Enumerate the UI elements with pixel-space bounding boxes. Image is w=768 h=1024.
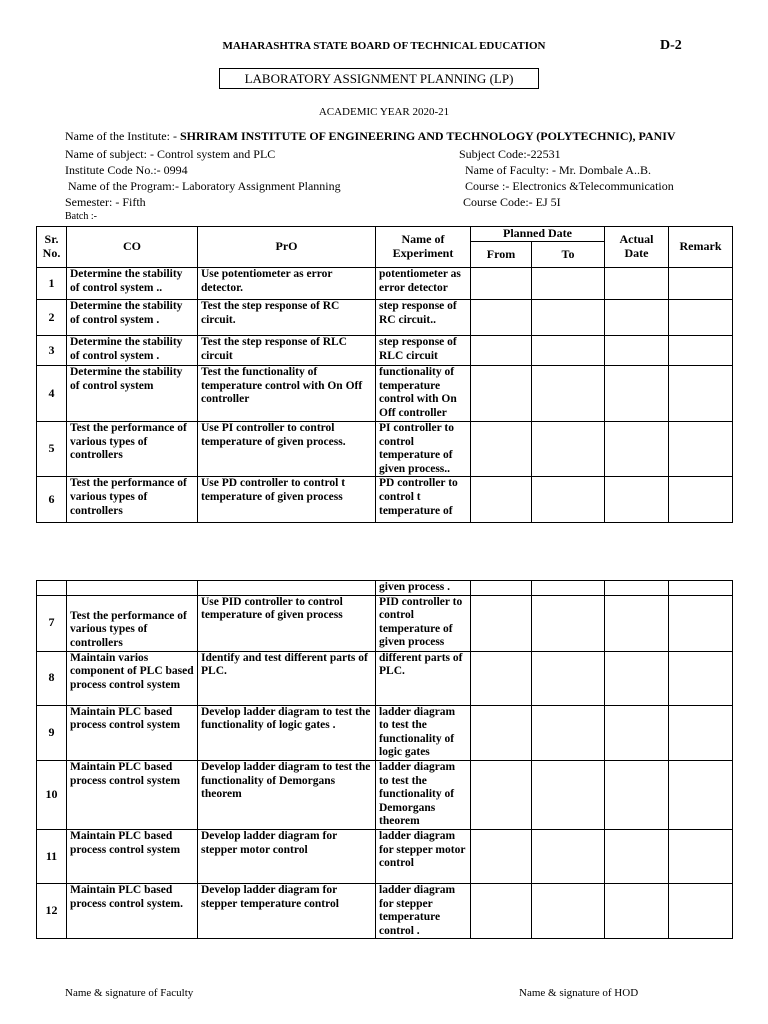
row-to [532, 336, 605, 366]
course-name: Course :- Electronics &Telecommunication [465, 179, 674, 193]
row-sr: 10 [37, 760, 67, 829]
row-experiment: functionality of temperature control with On Off controller [376, 366, 471, 422]
row-actual [605, 477, 669, 523]
row-remark [669, 422, 733, 477]
program-name: Name of the Program:- Laboratory Assignment Planning [68, 179, 341, 193]
row-from [471, 595, 532, 651]
institute-name: SHRIRAM INSTITUTE OF ENGINEERING AND TECHNOLOGY (POLYTECHNIC), PANIV [179, 129, 676, 143]
row-experiment: step response of RC circuit.. [376, 300, 471, 336]
row-actual [605, 760, 669, 829]
row-sr: 12 [37, 883, 67, 938]
row-pro: Develop ladder diagram to test the functionality of Demorgans theorem [198, 760, 376, 829]
row-to [532, 422, 605, 477]
row-sr: 5 [37, 422, 67, 477]
table-row [37, 581, 733, 596]
row-remark [669, 336, 733, 366]
row-from [471, 366, 532, 422]
row-from [471, 829, 532, 883]
row-co: Determine the stability of control system .. [67, 268, 198, 300]
header-co: CO [67, 227, 198, 268]
row-pro: Use PI controller to control temperature of given process. [198, 422, 376, 477]
row-remark [669, 829, 733, 883]
row-experiment: given process . [376, 581, 471, 596]
row-co: Test the performance of various types of controllers [67, 595, 198, 651]
row-co: Test the performance of various types of controllers [67, 477, 198, 523]
row-co: Maintain PLC based process control system [67, 705, 198, 760]
row-actual [605, 595, 669, 651]
row-experiment: ladder diagram to test the functionality of Demorgans theorem [376, 760, 471, 829]
hod-signature-label: Name & signature of HOD [519, 987, 639, 999]
header-sr: Sr. No. [37, 227, 67, 268]
row-sr: 1 [37, 268, 67, 300]
row-pro: Test the step response of RLC circuit [198, 336, 376, 366]
table-row [37, 651, 733, 705]
row-pro: Use PID controller to control temperature of given process [198, 595, 376, 651]
table-row [37, 705, 733, 760]
row-actual [605, 829, 669, 883]
table-row [37, 760, 733, 829]
table-row [37, 422, 733, 477]
row-sr: 2 [37, 300, 67, 336]
row-co: Maintain PLC based process control system. [67, 883, 198, 938]
row-actual [605, 366, 669, 422]
row-to [532, 300, 605, 336]
row-from [471, 477, 532, 523]
row-experiment: PID controller to control temperature of given process [376, 595, 471, 651]
row-from [471, 760, 532, 829]
row-to [532, 705, 605, 760]
table-row [37, 883, 733, 938]
row-co: Determine the stability of control system . [67, 300, 198, 336]
row-to [532, 829, 605, 883]
row-co: Maintain PLC based process control system [67, 760, 198, 829]
row-from [471, 883, 532, 938]
header-from: From [471, 242, 532, 268]
row-sr [37, 581, 67, 596]
row-sr: 6 [37, 477, 67, 523]
row-actual [605, 883, 669, 938]
academic-year: ACADEMIC YEAR 2020-21 [318, 106, 450, 118]
faculty-signature-label: Name & signature of Faculty [65, 987, 194, 999]
row-remark [669, 581, 733, 596]
table-row [37, 336, 733, 366]
row-remark [669, 268, 733, 300]
row-pro [198, 581, 376, 596]
row-experiment: ladder diagram for stepper temperature control . [376, 883, 471, 938]
document-code: D-2 [660, 38, 682, 53]
row-pro: Develop ladder diagram to test the functionality of logic gates . [198, 705, 376, 760]
row-actual [605, 336, 669, 366]
row-to [532, 581, 605, 596]
row-experiment: PD controller to control t temperature of [376, 477, 471, 523]
plan-table-page1 [36, 226, 733, 523]
row-experiment: ladder diagram to test the functionality of logic gates [376, 705, 471, 760]
row-from [471, 581, 532, 596]
row-remark [669, 366, 733, 422]
institute-code: Institute Code No.:- 0994 [65, 163, 188, 177]
table-row [37, 300, 733, 336]
board-name: MAHARASHTRA STATE BOARD OF TECHNICAL EDUCATION [222, 40, 546, 52]
row-experiment: ladder diagram for stepper motor control [376, 829, 471, 883]
row-remark [669, 651, 733, 705]
semester: Semester: - Fifth [65, 195, 146, 209]
header-actual-date: Actual Date [605, 227, 669, 268]
row-actual [605, 422, 669, 477]
row-to [532, 268, 605, 300]
row-co: Maintain varios component of PLC based process control system [67, 651, 198, 705]
row-remark [669, 760, 733, 829]
header-pro: PrO [198, 227, 376, 268]
row-experiment: different parts of PLC. [376, 651, 471, 705]
table-row [37, 829, 733, 883]
row-co: Test the performance of various types of controllers [67, 422, 198, 477]
row-pro: Identify and test different parts of PLC. [198, 651, 376, 705]
row-remark [669, 595, 733, 651]
row-sr: 9 [37, 705, 67, 760]
header-to: To [532, 242, 605, 268]
row-remark [669, 300, 733, 336]
table-row [37, 268, 733, 300]
row-to [532, 366, 605, 422]
course-code: Course Code:- EJ 5I [463, 195, 561, 209]
row-remark [669, 477, 733, 523]
row-sr: 8 [37, 651, 67, 705]
row-co: Determine the stability of control system . [67, 336, 198, 366]
row-pro: Test the step response of RC circuit. [198, 300, 376, 336]
row-pro: Test the functionality of temperature control with On Off controller [198, 366, 376, 422]
header-planned-date: Planned Date [471, 227, 605, 242]
row-from [471, 705, 532, 760]
row-sr: 3 [37, 336, 67, 366]
plan-table-page2 [36, 580, 733, 939]
row-from [471, 422, 532, 477]
table-row [37, 595, 733, 651]
row-sr: 11 [37, 829, 67, 883]
row-to [532, 595, 605, 651]
row-sr: 7 [37, 595, 67, 651]
faculty-name: Name of Faculty: - Mr. Dombale A..B. [465, 163, 651, 177]
row-to [532, 760, 605, 829]
row-from [471, 336, 532, 366]
row-actual [605, 300, 669, 336]
batch: Batch :- [65, 211, 97, 222]
row-remark [669, 705, 733, 760]
row-from [471, 300, 532, 336]
institute-label: Name of the Institute: - [65, 129, 180, 143]
header-remark: Remark [669, 227, 733, 268]
row-actual [605, 268, 669, 300]
institute-line [65, 129, 676, 144]
row-co: Maintain PLC based process control system [67, 829, 198, 883]
row-pro: Use PD controller to control t temperature of given process [198, 477, 376, 523]
table-row [37, 477, 733, 523]
row-actual [605, 705, 669, 760]
subject-code: Subject Code:-22531 [459, 147, 561, 161]
table-row [37, 366, 733, 422]
row-pro: Develop ladder diagram for stepper motor control [198, 829, 376, 883]
row-to [532, 477, 605, 523]
header-experiment: Name of Experiment [376, 227, 471, 268]
row-pro: Develop ladder diagram for stepper temperature control [198, 883, 376, 938]
row-actual [605, 651, 669, 705]
row-experiment: step response of RLC circuit [376, 336, 471, 366]
row-remark [669, 883, 733, 938]
document-title: LABORATORY ASSIGNMENT PLANNING (LP) [219, 68, 539, 89]
row-to [532, 883, 605, 938]
row-from [471, 651, 532, 705]
row-sr: 4 [37, 366, 67, 422]
row-to [532, 651, 605, 705]
row-actual [605, 581, 669, 596]
row-co: Determine the stability of control system [67, 366, 198, 422]
row-pro: Use potentiometer as error detector. [198, 268, 376, 300]
row-experiment: PI controller to control temperature of given process.. [376, 422, 471, 477]
subject-name: Name of subject: - Control system and PLC [65, 147, 276, 161]
row-from [471, 268, 532, 300]
row-experiment: potentiometer as error detector [376, 268, 471, 300]
row-co [67, 581, 198, 596]
